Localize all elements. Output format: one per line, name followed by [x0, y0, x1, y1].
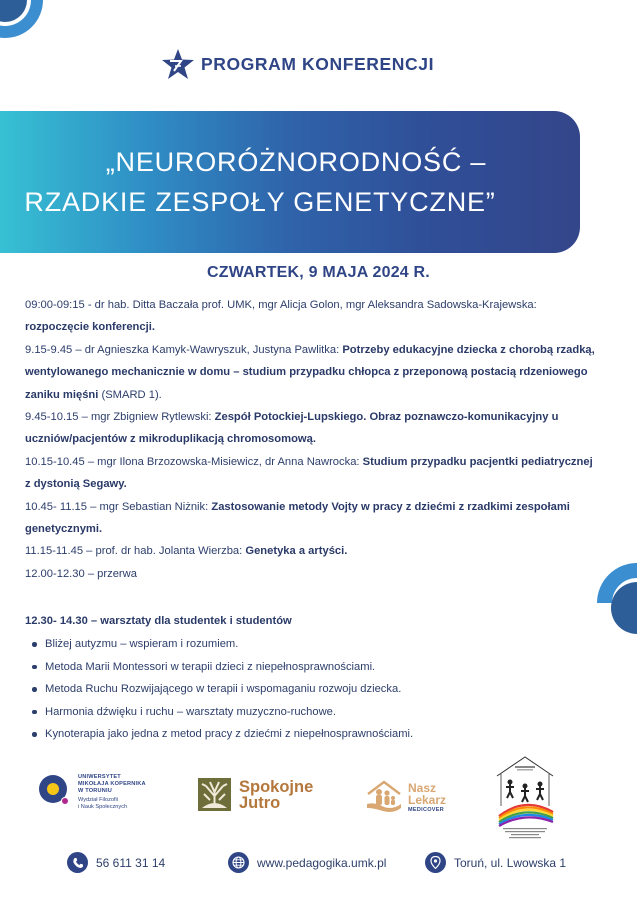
program-topic: Studium przypadku pacjentki pediatrycznej z dystonią Segawy. [25, 455, 593, 491]
program-item [25, 339, 600, 406]
program-speakers: mgr Ilona Brzozowska-Misiewicz, dr Anna Nawrocka: [97, 455, 360, 468]
bullet-icon [32, 687, 37, 692]
workshop-item [25, 678, 585, 701]
program-speakers: mgr Sebastian Niżnik: [99, 500, 209, 513]
umk-dept-line-1: Wydział Filozofii [78, 796, 119, 803]
contact-address[interactable] [425, 852, 566, 873]
program-speakers: przerwa [97, 567, 137, 580]
school-logo [495, 754, 555, 840]
umk-name-line-2: MIKOŁAJA KOPERNIKA [78, 781, 146, 788]
program-time: 12.00-12.30 – [25, 567, 95, 580]
program-item [25, 294, 600, 339]
workshop-item [25, 656, 585, 679]
umk-name-line-1: UNIWERSYTET [78, 774, 121, 780]
program-topic: Potrzeby edukacyjne dziecka z chorobą rzadką, wentylowanego mechanicznie w domu – studium przypadku chłopca z przeponową postacią rdzeniowego zaniku mięśni [25, 343, 595, 401]
program-time: 10.15-10.45 – [25, 455, 95, 468]
program-time: 9.15-9.45 – [25, 343, 82, 356]
workshop-item [25, 633, 585, 656]
website-link[interactable]: www.pedagogika.umk.pl [257, 855, 387, 870]
spokojne-jutro-line-2: Jutro [239, 793, 281, 812]
star-icon [161, 47, 195, 81]
program-topic: Genetyka a artyści. [245, 545, 348, 558]
program-topic: rozpoczęcie konferencji. [25, 321, 155, 334]
program-speakers: prof. dr hab. Jolanta Wierzba: [95, 545, 243, 558]
contact-website[interactable] [228, 852, 386, 873]
tree-icon [198, 778, 231, 811]
workshop-label: Bliżej autyzmu – wspieram i rozumiem. [45, 638, 239, 650]
contact-phone[interactable] [67, 852, 165, 873]
program-time: 11.15-11.45 – [25, 545, 93, 558]
phone-icon [67, 852, 88, 873]
house-family-icon [365, 780, 403, 814]
workshops-title: 12.30- 14.30 – warsztaty dla studentek i studentów [25, 615, 292, 627]
program-speakers: mgr Zbigniew Rytlewski: [90, 411, 212, 424]
workshop-item [25, 701, 585, 724]
banner-title-line-1: „NEURORÓŻNORODNOŚĆ – [105, 147, 487, 177]
program-time: 10.45- 11.15 – [25, 500, 97, 513]
program-list [25, 294, 600, 585]
program-time: 9.45-10.15 – [25, 411, 88, 424]
workshops-list [25, 633, 585, 746]
program-time: 09:00-09:15 - [25, 299, 92, 311]
contact-bar [0, 852, 637, 878]
program-item [25, 496, 600, 541]
program-item [25, 406, 600, 451]
workshop-label: Metoda Ruchu Rozwijającego w terapii i wspomaganiu rozwoju dziecka. [45, 683, 402, 695]
page-header [161, 46, 434, 82]
program-item [25, 563, 600, 585]
workshop-label: Kynoterapia jako jedna z metod pracy z dziećmi z niepełnosprawnościami. [45, 728, 414, 740]
program-speakers: dr hab. Ditta Baczała prof. UMK, mgr Alicja Golon, mgr Aleksandra Sadowska-Krajewska: [94, 299, 537, 311]
program-suffix: (SMARD 1). [101, 388, 162, 401]
nasz-lekarz-line-2: Lekarz [408, 792, 447, 807]
bullet-icon [32, 642, 37, 647]
umk-emblem-icon [38, 774, 72, 808]
event-date: CZWARTEK, 9 MAJA 2024 R. [207, 264, 430, 281]
program-speakers: dr Agnieszka Kamyk-Wawryszuk, Justyna Pawlitka: [84, 343, 340, 356]
bullet-icon [32, 665, 37, 670]
address-text[interactable]: Toruń, ul. Lwowska 1 [454, 855, 567, 870]
umk-logo [38, 774, 146, 811]
program-item [25, 540, 600, 562]
spokojne-jutro-line-1: Spokojne [239, 777, 314, 796]
workshop-item [25, 723, 585, 746]
location-pin-icon [425, 852, 446, 873]
corner-decoration-top [0, 0, 50, 45]
program-topic: Zastosowanie metody Vojty w pracy z dziećmi z rzadkimi zespołami genetycznymi. [25, 500, 570, 536]
program-item [25, 451, 600, 496]
title-banner [0, 111, 580, 253]
workshops-section [25, 611, 585, 746]
nasz-lekarz-logo [365, 780, 446, 814]
workshop-label: Metoda Marii Montessori w terapii dzieci z niepełnosprawnościami. [45, 660, 376, 673]
workshop-label: Harmonia dźwięku i ruchu – warsztaty muzyczno-ruchowe. [45, 705, 336, 718]
header-title: PROGRAM KONFERENCJI [201, 53, 435, 74]
umk-name-line-3: W TORUNIU [78, 788, 113, 795]
medicover-label: MEDICOVER [408, 806, 445, 813]
spokojne-jutro-logo [198, 778, 313, 811]
program-topic: Zespół Potockiej-Lupskiego. Obraz poznawczo-komunikacyjny u uczniów/pacjentów z mikroduplikacją chromosomową. [25, 411, 559, 446]
partner-logos [0, 752, 637, 842]
bullet-icon [32, 710, 37, 715]
umk-dept-line-2: i Nauk Społecznych [78, 803, 128, 810]
nasz-lekarz-line-1: Nasz [408, 780, 437, 795]
globe-icon [228, 852, 249, 873]
banner-title-line-2: RZADKIE ZESPOŁY GENETYCZNE” [24, 187, 496, 217]
bullet-icon [32, 732, 37, 737]
phone-number[interactable]: 56 611 31 14 [96, 855, 166, 870]
